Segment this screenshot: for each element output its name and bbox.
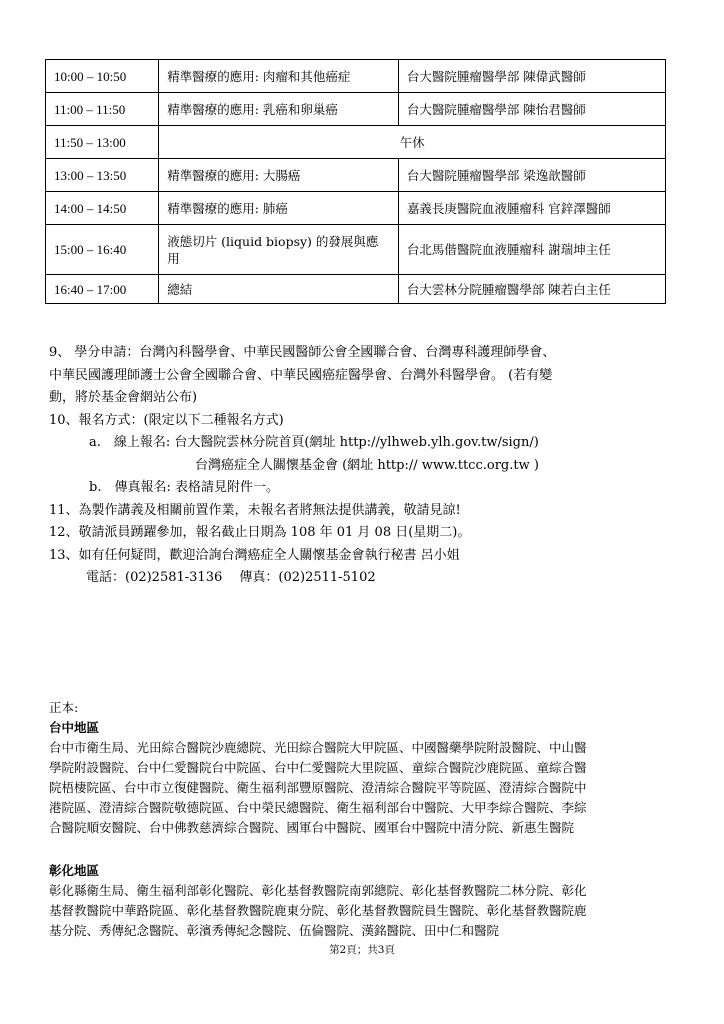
spacer bbox=[49, 838, 684, 861]
schedule-table bbox=[45, 59, 666, 304]
table-row bbox=[46, 60, 666, 93]
registration-fax: b. 傳真報名: 表格請見附件一。 bbox=[89, 480, 279, 495]
region-list-line: 基督教醫院中華路院區、彰化基督教醫院鹿東分院、彰化基督教醫院員生醫院、彰化基督教醫院鹿 bbox=[49, 903, 587, 918]
time-cell: 10:00 – 10:50 bbox=[46, 60, 159, 93]
note-handout: 11、為製作講義及相關前置作業，未報名者將無法提供講義，敬請見諒! bbox=[49, 502, 461, 518]
table-row bbox=[46, 275, 666, 304]
table-row bbox=[46, 159, 666, 192]
region-list-line: 院梧棲院區、台中市立復健醫院、衛生福利部豐原醫院、澄清綜合醫院平等院區、澄清綜合醫院中 bbox=[49, 780, 587, 795]
page-number: 第2頁；共3頁 bbox=[329, 944, 395, 956]
lunch-cell: 午休 bbox=[159, 126, 666, 159]
speaker-cell: 嘉義長庚醫院血液腫瘤科 官鋅澤醫師 bbox=[398, 192, 665, 225]
table-row bbox=[46, 93, 666, 126]
region-list-line: 基分院、秀傳紀念醫院、彰濱秀傳紀念醫院、伍倫醫院、漢銘醫院、田中仁和醫院 bbox=[49, 923, 500, 938]
region-list-line: 台中市衛生局、光田綜合醫院沙鹿總院、光田綜合醫院大甲院區、中國醫藥學院附設醫院、中山醫 bbox=[49, 740, 587, 755]
speaker-cell: 台北馬偕醫院血液腫瘤科 謝瑞坤主任 bbox=[398, 225, 665, 275]
distribution-heading: 正本: bbox=[49, 700, 79, 715]
registration-title: 10、報名方式：(限定以下二種報名方式) bbox=[49, 412, 284, 428]
time-cell: 14:00 – 14:50 bbox=[46, 192, 159, 225]
registration-online-alt: 台灣癌症全人關懷基金會 (網址 http:// www.ttcc.org.tw ) bbox=[195, 457, 539, 473]
speaker-cell: 台大醫院腫瘤醫學部 陳偉武醫師 bbox=[398, 60, 665, 93]
credit-line: 9、 學分申請：台灣內科醫學會、中華民國醫師公會全國聯合會、台灣專科護理師學會、 bbox=[49, 345, 556, 360]
speaker-cell: 台大雲林分院腫瘤醫學部 陳若白主任 bbox=[398, 275, 665, 304]
speaker-cell: 台大醫院腫瘤醫學部 梁逸歆醫師 bbox=[398, 159, 665, 192]
time-cell: 11:50 – 13:00 bbox=[46, 126, 159, 159]
speaker-cell: 台大醫院腫瘤醫學部 陳怡君醫師 bbox=[398, 93, 665, 126]
topic-cell: 精準醫療的應用: 肉瘤和其他癌症 bbox=[159, 60, 399, 93]
topic-cell: 精準醫療的應用: 乳癌和卵巢癌 bbox=[159, 93, 399, 126]
topic-cell: 總結 bbox=[159, 275, 399, 304]
time-cell: 11:00 – 11:50 bbox=[46, 93, 159, 126]
topic-cell: 液態切片 (liquid biopsy) 的發展與應用 bbox=[159, 225, 399, 275]
time-cell: 13:00 – 13:50 bbox=[46, 159, 159, 192]
region-title-taichung: 台中地區 bbox=[49, 720, 100, 735]
credit-line: 中華民國護理師護士公會全國聯合會、中華民國癌症醫學會、台灣外科醫學會。 (若有變 bbox=[49, 367, 553, 383]
table-row bbox=[46, 225, 666, 275]
region-list-line: 合醫院順安醫院、台中佛教慈濟綜合醫院、國軍台中醫院、國軍台中醫院中清分院、新惠生醫院 bbox=[49, 820, 575, 835]
contact-numbers: 電話：(02)2581-3136 傳真：(02)2511-5102 bbox=[86, 570, 376, 585]
registration-online: a. 線上報名: 台大醫院雲林分院首頁(網址 http://ylhweb.ylh.gov.tw/sign/) bbox=[89, 435, 539, 450]
region-list-line: 港院區、澄清綜合醫院敬德院區、台中榮民總醫院、衛生福利部台中醫院、大甲李綜合醫院、李綜 bbox=[49, 800, 587, 815]
region-title-changhua: 彰化地區 bbox=[49, 863, 100, 878]
note-deadline: 12、敬請派員踴躍參加，報名截止日期為 108 年 01 月 08 日(星期二)。 bbox=[49, 525, 471, 540]
note-contact: 13、如有任何疑問，歡迎洽詢台灣癌症全人關懷基金會執行秘書 呂小姐 bbox=[49, 547, 460, 563]
distribution-section bbox=[49, 698, 684, 941]
region-list-line: 彰化縣衛生局、衛生福利部彰化醫院、彰化基督教醫院南郭總院、彰化基督教醫院二林分院、彰化 bbox=[49, 883, 587, 898]
credit-line: 動，將於基金會網站公布) bbox=[49, 390, 198, 405]
notes-section bbox=[49, 342, 679, 590]
region-list-line: 學院附設醫院、台中仁愛醫院台中院區、台中仁愛醫院大里院區、童綜合醫院沙鹿院區、童綜合醫 bbox=[49, 760, 587, 775]
topic-cell: 精準醫療的應用: 大腸癌 bbox=[159, 159, 399, 192]
topic-cell: 精準醫療的應用: 肺癌 bbox=[159, 192, 399, 225]
time-cell: 15:00 – 16:40 bbox=[46, 225, 159, 275]
table-row bbox=[46, 192, 666, 225]
table-row bbox=[46, 126, 666, 159]
time-cell: 16:40 – 17:00 bbox=[46, 275, 159, 304]
